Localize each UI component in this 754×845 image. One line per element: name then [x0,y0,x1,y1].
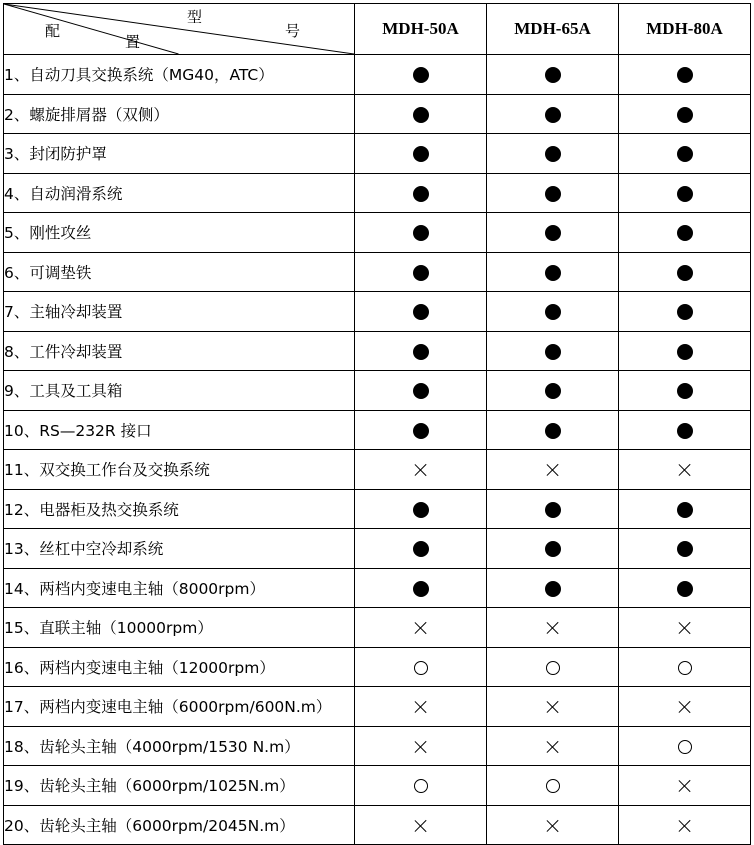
header-label-pei: 配 [45,22,61,40]
availability-cell [619,529,751,569]
availability-cell [355,489,487,529]
availability-cell [619,371,751,411]
standard-mark-icon [545,225,561,241]
availability-cell [619,55,751,95]
availability-cell [487,292,619,332]
feature-label: 12、电器柜及热交换系统 [4,489,355,529]
availability-cell [487,766,619,806]
standard-mark-icon [413,186,429,202]
configuration-table [3,3,751,845]
availability-cell [619,450,751,490]
table-row [4,608,751,648]
not-available-mark-icon [546,621,560,635]
feature-label: 11、双交换工作台及交换系统 [4,450,355,490]
availability-cell [619,608,751,648]
availability-cell [355,726,487,766]
table-row [4,489,751,529]
availability-cell [355,608,487,648]
availability-cell [619,766,751,806]
table-row [4,687,751,727]
model-header-mdh-50a: MDH-50A [355,4,487,55]
availability-cell [487,450,619,490]
table-row [4,371,751,411]
standard-mark-icon [545,107,561,123]
feature-label: 5、刚性攻丝 [4,213,355,253]
availability-cell [619,410,751,450]
availability-cell [355,55,487,95]
availability-cell [619,687,751,727]
table-row [4,213,751,253]
feature-label: 18、齿轮头主轴（4000rpm/1530 N.m） [4,726,355,766]
standard-mark-icon [545,67,561,83]
not-available-mark-icon [678,779,692,793]
availability-cell [487,331,619,371]
availability-cell [355,331,487,371]
header-label-zhi: 置 [125,33,141,51]
availability-cell [619,252,751,292]
standard-mark-icon [545,502,561,518]
feature-label: 8、工件冷却装置 [4,331,355,371]
table-row [4,134,751,174]
availability-cell [619,292,751,332]
standard-mark-icon [413,107,429,123]
standard-mark-icon [677,344,693,360]
standard-mark-icon [413,304,429,320]
standard-mark-icon [545,344,561,360]
not-available-mark-icon [414,740,428,754]
availability-cell [487,726,619,766]
feature-label: 15、直联主轴（10000rpm） [4,608,355,648]
standard-mark-icon [677,146,693,162]
standard-mark-icon [413,146,429,162]
availability-cell [487,489,619,529]
availability-cell [355,450,487,490]
availability-cell [355,173,487,213]
standard-mark-icon [545,304,561,320]
header-row [4,4,751,55]
not-available-mark-icon [414,700,428,714]
feature-label: 2、螺旋排屑器（双侧） [4,94,355,134]
optional-mark-icon [678,661,692,675]
not-available-mark-icon [414,621,428,635]
feature-label: 13、丝杠中空冷却系统 [4,529,355,569]
standard-mark-icon [413,423,429,439]
standard-mark-icon [677,541,693,557]
availability-cell [619,213,751,253]
availability-cell [355,805,487,845]
availability-cell [487,647,619,687]
availability-cell [355,252,487,292]
standard-mark-icon [677,265,693,281]
availability-cell [619,726,751,766]
table-row [4,726,751,766]
availability-cell [355,647,487,687]
table-row [4,410,751,450]
table-row [4,331,751,371]
feature-label: 10、RS—232R 接口 [4,410,355,450]
not-available-mark-icon [414,819,428,833]
availability-cell [619,94,751,134]
availability-cell [487,213,619,253]
standard-mark-icon [545,423,561,439]
availability-cell [355,529,487,569]
standard-mark-icon [413,383,429,399]
header-label-hao: 号 [285,22,301,40]
standard-mark-icon [545,541,561,557]
model-header-mdh-65a: MDH-65A [487,4,619,55]
table-row [4,529,751,569]
feature-label: 4、自动润滑系统 [4,173,355,213]
availability-cell [487,805,619,845]
availability-cell [487,687,619,727]
standard-mark-icon [413,225,429,241]
model-header-mdh-80a: MDH-80A [619,4,751,55]
feature-label: 19、齿轮头主轴（6000rpm/1025N.m） [4,766,355,806]
availability-cell [355,292,487,332]
optional-mark-icon [546,779,560,793]
optional-mark-icon [678,740,692,754]
availability-cell [355,410,487,450]
availability-cell [355,371,487,411]
feature-label: 7、主轴冷却装置 [4,292,355,332]
diagonal-header-cell [4,4,355,55]
availability-cell [619,568,751,608]
not-available-mark-icon [678,700,692,714]
table-row [4,292,751,332]
availability-cell [619,805,751,845]
not-available-mark-icon [546,700,560,714]
header-label-xing: 型 [187,8,203,26]
table-row [4,94,751,134]
table-row [4,766,751,806]
table-row [4,450,751,490]
availability-cell [619,647,751,687]
availability-cell [355,568,487,608]
standard-mark-icon [413,344,429,360]
availability-cell [487,568,619,608]
standard-mark-icon [677,186,693,202]
standard-mark-icon [413,541,429,557]
not-available-mark-icon [546,463,560,477]
table-row [4,568,751,608]
standard-mark-icon [545,265,561,281]
not-available-mark-icon [546,740,560,754]
availability-cell [487,608,619,648]
standard-mark-icon [677,304,693,320]
availability-cell [355,134,487,174]
standard-mark-icon [677,423,693,439]
standard-mark-icon [677,502,693,518]
feature-label: 6、可调垫铁 [4,252,355,292]
feature-label: 20、齿轮头主轴（6000rpm/2045N.m） [4,805,355,845]
standard-mark-icon [413,581,429,597]
standard-mark-icon [545,383,561,399]
availability-cell [355,213,487,253]
availability-cell [619,331,751,371]
standard-mark-icon [545,581,561,597]
availability-cell [487,252,619,292]
table-row [4,55,751,95]
availability-cell [487,134,619,174]
availability-cell [487,371,619,411]
table-row [4,805,751,845]
standard-mark-icon [677,383,693,399]
availability-cell [355,94,487,134]
availability-cell [487,410,619,450]
standard-mark-icon [413,67,429,83]
availability-cell [619,173,751,213]
feature-label: 16、两档内变速电主轴（12000rpm） [4,647,355,687]
standard-mark-icon [545,146,561,162]
availability-cell [487,55,619,95]
not-available-mark-icon [678,819,692,833]
not-available-mark-icon [414,463,428,477]
table-row [4,647,751,687]
table-row [4,173,751,213]
standard-mark-icon [677,225,693,241]
availability-cell [487,173,619,213]
availability-cell [487,529,619,569]
standard-mark-icon [677,107,693,123]
table-row [4,252,751,292]
standard-mark-icon [677,67,693,83]
optional-mark-icon [414,661,428,675]
feature-label: 3、封闭防护罩 [4,134,355,174]
availability-cell [619,489,751,529]
availability-cell [355,766,487,806]
standard-mark-icon [677,581,693,597]
standard-mark-icon [545,186,561,202]
not-available-mark-icon [546,819,560,833]
standard-mark-icon [413,502,429,518]
feature-label: 9、工具及工具箱 [4,371,355,411]
spec-table-wrapper [3,3,751,845]
availability-cell [355,687,487,727]
standard-mark-icon [413,265,429,281]
optional-mark-icon [546,661,560,675]
feature-label: 1、自动刀具交换系统（MG40，ATC） [4,55,355,95]
availability-cell [487,94,619,134]
feature-label: 17、两档内变速电主轴（6000rpm/600N.m） [4,687,355,727]
not-available-mark-icon [678,463,692,477]
availability-cell [619,134,751,174]
optional-mark-icon [414,779,428,793]
feature-label: 14、两档内变速电主轴（8000rpm） [4,568,355,608]
not-available-mark-icon [678,621,692,635]
